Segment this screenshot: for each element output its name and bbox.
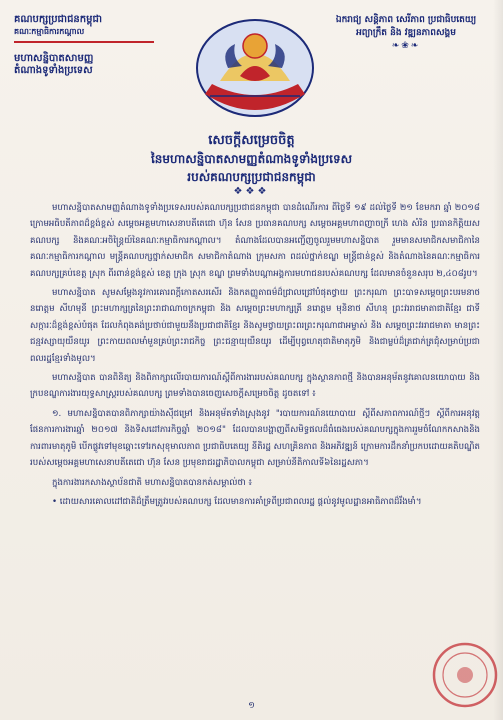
title-ornament: ❖❖❖ xyxy=(233,186,270,197)
national-motto-line2: អព្យាក្រឹត និង វឌ្ឍនភាពសង្គម xyxy=(356,28,456,38)
header-right xyxy=(331,14,481,53)
congress-name: មហាសន្និបាតសាមញ្ញ xyxy=(14,53,94,64)
title-block xyxy=(40,132,463,197)
page-number: ១ xyxy=(248,701,255,711)
body-paragraph-1: មហាសន្និបាតសាមញ្ញតំណាងទូទាំងប្រទេសរបស់គណបក្សប្រជាជនកម្ពុជា បានដំណើរការ ពីថ្ងៃទី ១៩ ដល់ថ្ងៃទី ២១ ខែមករា ឆ្នាំ ២០១៨ ក្រោមអធិបតីភាពដ៏ខ្ពង់ខ្ពស់ សម្ដេចអគ្គមហាសេនាបតីតេជោ ហ៊ុន សែន ប្រធានគណបក្ស សម្ដេចអគ្គមហាពញាចក្រី ហេង សំរិន ប្រធានកិត្តិយសគណបក្ស និងគណៈអចិន្ត្រៃយ៍នៃគណៈកម្មាធិការកណ្ដាល។ តំណាងដែលបានអញ្ជើញចូលរួមមហាសន្និបាត រួមមានសមាជិកសមាជិកានៃគណៈកម្មាធិការកណ្ដាល មន្ត្រីគណបក្សថ្នាក់សមាជិក សមាជិកាតំណាង ក្រុមសភា ពដល់ថ្នាក់ខណ្ឌ មន្ត្រីជាន់ខ្ពស់ និងតំណាងនៃគណៈកម្មាធិការគណបក្សគ្រប់ខេត្ត ស្រុក ពីរពាន់ខ្ពង់ខ្ពស់ ខេត្ត ក្រុង ស្រុក ខណ្ឌ ព្រមទាំងបណ្ដាអង្គការមហាជនរបស់គណបក្ស ដែលមានចំនួនសរុប ២,៤០៨រូប។ xyxy=(30,203,480,279)
body-paragraph-5: ក្នុងការងារកសាងស្ថាប័នជាតិ មហាសន្និបាតបានកត់សម្គាល់ថា ៖ xyxy=(52,477,253,488)
document-subtitle-2: របស់គណបក្សប្រជាជនកម្ពុជា xyxy=(187,170,316,184)
body-bullet-1: • ដោយសារគោលដៅជាតិដ៏ត្រឹមត្រូវរបស់គណបក្ស ដែលមានការគាំទ្រពីប្រជាពលរដ្ឋ ផ្ដល់នូវមូលដ្ឋានអាធិភាពដ៏រឹងមាំ។ xyxy=(52,496,422,507)
page-edge-shadow xyxy=(493,0,503,720)
document-title: សេចក្ដីសម្រេចចិត្ត xyxy=(208,133,295,148)
document-subtitle-1: នៃមហាសន្និបាតសាមញ្ញតំណាងទូទាំងប្រទេស xyxy=(150,152,353,166)
body-paragraph-3: មហាសន្និបាត បានពិនិត្យ និងពិភាក្សាលើរបាយការណ៍ស្ដីពីការងាររបស់គណបក្ស ក្នុងស្ថានភាពថ្មី និងបានអនុម័តនូវគោលនយោបាយ និងក្របខណ្ឌការងារយុទ្ធសាស្ត្ររបស់គណបក្ស ព្រមទាំងបានចេញសេចក្ដីសម្រេចចិត្ត ដូចតទៅ ៖ xyxy=(30,373,480,400)
header-left xyxy=(14,14,154,77)
party-emblem-logo xyxy=(180,6,330,121)
motto-ornament: ❧❀❧ xyxy=(391,41,421,51)
representatives-label: តំណាងទូទាំងប្រទេស xyxy=(14,65,93,76)
committee-name: គណៈកម្មាធិការកណ្ដាល xyxy=(14,26,154,43)
national-motto-line1: ឯករាជ្យ សន្តិភាព សេរីភាព ប្រជាធិបតេយ្យ xyxy=(335,15,477,25)
body-paragraph-2: មហាសន្និបាត សូមសម្ដែងនូវការគោរពក្ដីកោតសរសើរ និងកតញ្ញូតាធម៌ដ៏ជ្រាលជ្រៅបំផុតថ្វាយ ព្រះករុណា ព្រះបាទសម្ដេចព្រះបរមនាថ នរោត្តម សីហមុនី ព្រះមហាក្សត្រនៃព្រះរាជាណាចក្រកម្ពុជា និង សម្ដេចព្រះមហាក្សត្រី នរោត្តម មុនិនាថ សីហនុ ព្រះវររាជមាតាជាតិខ្មែរ ជាទីសក្ការៈដ៏ខ្ពង់ខ្ពស់បំផុត ដែលកំពុងគង់ប្រថាប់ជាមួយនឹងប្រជាជាតិខ្មែរ និងសូមថ្វាយព្រះពរព្រះករុណាជាអម្ចាស់ និង សម្ដេចព្រះវររាជមាតា មានព្រះជន្មវស្សាយុយឺនយូរ ព្រះកាយពលមាំមួនគ្រប់ព្រះរាជកិច្ច ព្រះជន្មាយុយឺនយូរ ដើម្បីបុព្វហេតុជាតិមាតុភូមិ និងជាម្លប់ដ៏ត្រជាក់ត្រជុំសម្រាប់ប្រជាពលរដ្ឋខ្មែរទាំងមូល។ xyxy=(30,288,480,364)
party-name: គណបក្សប្រជាជនកម្ពុជា xyxy=(14,14,102,25)
body-paragraph-4: ១. មហាសន្និបាតបានពិភាក្សាយ៉ាងស៊ីជម្រៅ និងអនុម័តទាំងស្រុងនូវ "របាយការណ៍នយោបាយ ស្ដីពីសភាពការណ៍ថ្មីៗ ស្ដីពីការអនុវត្តផែនការការងារឆ្នាំ ២០១៧ និងទិសដៅភារកិច្ចឆ្នាំ ២០១៨" ដែលបានបង្ហាញពីសមិទ្ធផលដ៏ធំធេងរបស់គណបក្សក្នុងការរួមចំណែកកសាងនិងការពារមាតុភូមិ បើកផ្លូវទៅមុខឆ្ពោះទៅរកសុខុមាលភាព ប្រជាធិបតេយ្យ នីតិរដ្ឋ សហគ្រិនភាព និងអភិវឌ្ឍន៍ ក្រោមការដឹកនាំប្រកបដោយគតិបណ្ឌិតរបស់សម្ដេចអគ្គមហាសេនាបតីតេជោ ហ៊ុន សែន ប្រមុខរាជរដ្ឋាភិបាលកម្ពុជា សម្រាប់នីតិកាលទី៦នៃរដ្ឋសភា។ xyxy=(30,408,480,469)
document-body xyxy=(30,200,480,513)
